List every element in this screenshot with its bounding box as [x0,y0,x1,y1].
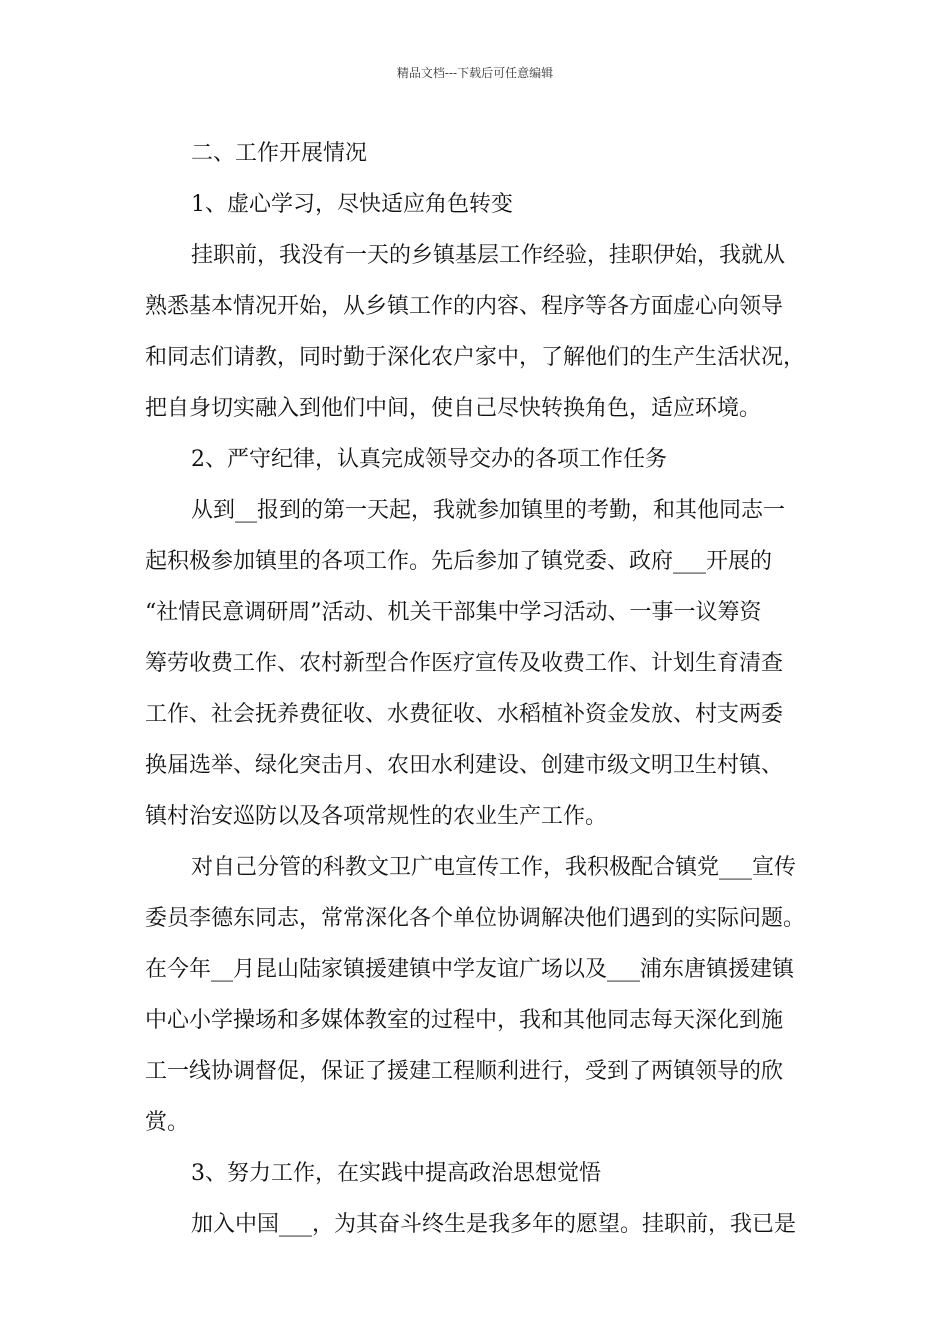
text-line: 委员李德东同志，常常深化各个单位协调解决他们遇到的实际问题。 [145,906,806,931]
text-line: 工一线协调督促，保证了援建工程顺利进行，受到了两镇领导的欣 [145,1059,784,1084]
text-line: “社情民意调研周”活动、机关干部集中学习活动、一事一议筹资 [145,600,762,625]
text-line: 换届选举、绿化突击月、农田水利建设、创建市级文明卫生村镇、 [145,753,784,778]
text-line: 筹劳收费工作、农村新型合作医疗宣传及收费工作、计划生育清查 [145,651,784,676]
text-line: 1、虚心学习，尽快适应角色转变 [191,192,513,217]
text-line: 赏。 [145,1110,190,1135]
text-line: 熟悉基本情况开始，从乡镇工作的内容、程序等各方面虚心向领导 [145,294,784,319]
text-line: 把自身切实融入到他们中间，使自己尽快转换角色，适应环境。 [145,396,762,421]
text-line: 2、严守纪律，认真完成领导交办的各项工作任务 [191,447,667,472]
text-line: 3、努力工作，在实践中提高政治思想觉悟 [191,1161,601,1186]
text-line: 从到__报到的第一天起，我就参加镇里的考勤，和其他同志一 [191,498,786,523]
text-line: 二、工作开展情况 [191,141,368,166]
text-line: 中心小学操场和多媒体教室的过程中，我和其他同志每天深化到施 [145,1008,784,1033]
text-line: 在今年__月昆山陆家镇援建镇中学友谊广场以及___浦东唐镇援建镇 [145,957,795,982]
text-line: 和同志们请教，同时勤于深化农户家中，了解他们的生产生活状况， [145,345,806,370]
text-line: 挂职前，我没有一天的乡镇基层工作经验，挂职伊始，我就从 [191,243,786,268]
text-line: 起积极参加镇里的各项工作。先后参加了镇党委、政府___开展的 [145,549,773,574]
document-body [145,128,815,1250]
text-line: 工作、社会抚养费征收、水费征收、水稻植补资金发放、村支两委 [145,702,784,727]
text-line: 加入中国___，为其奋斗终生是我多年的愿望。挂职前，我已是 [191,1212,797,1237]
text-line: 镇村治安巡防以及各项常规性的农业生产工作。 [145,804,608,829]
page-header: 精品文档---下载后可任意编辑 [396,66,554,80]
text-line: 对自己分管的科教文卫广电宣传工作，我积极配合镇党___宣传 [191,855,797,880]
